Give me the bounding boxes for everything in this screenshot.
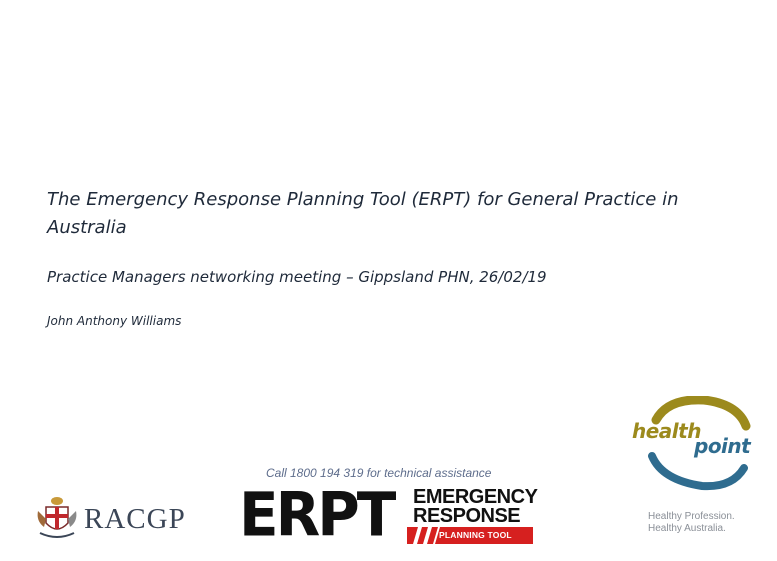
healthpoint-word-health: health (632, 419, 701, 443)
technical-support-line: Call 1800 194 319 for technical assistance (266, 466, 492, 480)
erpt-acronym: ERPT (239, 479, 394, 551)
presenter-name: John Anthony Williams (47, 314, 182, 328)
racgp-wordmark: RACGP (84, 503, 186, 535)
erpt-response-word: RESPONSE (413, 505, 521, 527)
healthpoint-tagline-1: Healthy Profession. (648, 511, 735, 522)
erpt-emergency-word: EMERGENCY (413, 486, 538, 508)
erpt-logo (239, 479, 539, 551)
healthpoint-word-point: point (694, 434, 751, 458)
healthpoint-tagline-2: Healthy Australia. (648, 523, 726, 534)
racgp-crest-icon (34, 495, 80, 541)
slide-title: The Emergency Response Planning Tool (ERPT) for General Practice in Australia (47, 189, 679, 238)
slide-subtitle: Practice Managers networking meeting – Gippsland PHN, 26/02/19 (47, 268, 547, 286)
erpt-planning-tool: PLANNING TOOL (439, 530, 512, 540)
healthpoint-logo (628, 396, 758, 491)
racgp-logo (34, 495, 204, 543)
